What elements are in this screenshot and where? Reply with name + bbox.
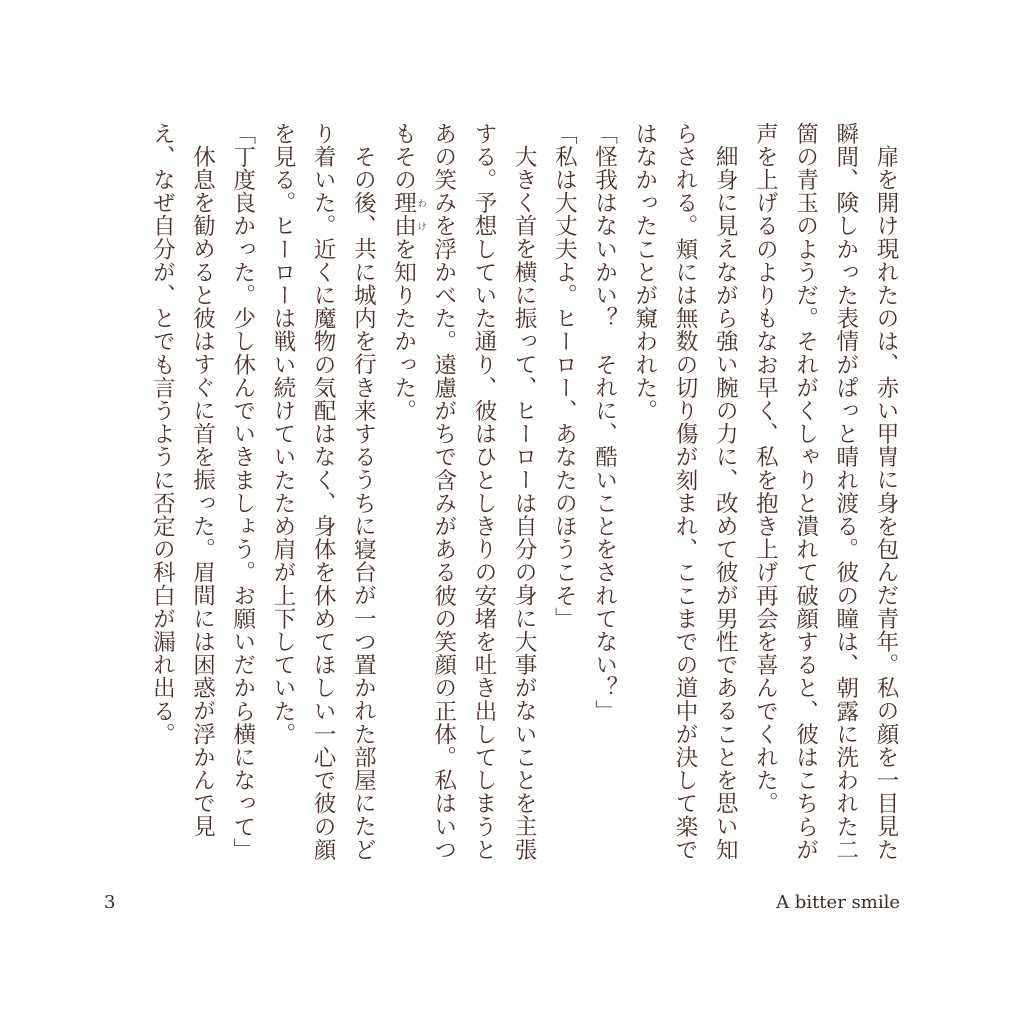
vertical-body-text [116,122,906,882]
running-title: A bitter smile [776,892,900,913]
dialogue-line: 「私は大丈夫よ。ヒーロー、あなたのほうこそ」 [551,122,578,631]
dialogue-line: 「丁度良かった。少し休んでいきましょう。お願いだから横になって」 [229,122,256,862]
paragraph-text-continued: を知りたかった。 [390,237,417,423]
ruby-base: 理由 [390,191,417,238]
paragraph-text: 大きく首を横に振って、ヒーローは自分の身に大事がないことを主張する。予想していた通り、彼はひとしきりの安堵を吐き出してしまうとあの笑みを浮かべた。遠慮がちで含みがある彼の笑顔の正体。私はいつもその [390,122,538,862]
paragraph: 細身に見えながら強い腕の力に、改めて彼が男性であることを思い知らされる。頬には無数の切り傷が刻まれ、ここまでの道中が決して楽ではなかったことが窺われた。 [631,122,739,862]
paragraph: 扉を開け現れたのは、赤い甲冑に身を包んだ青年。私の顔を一目見た瞬間、険しかった表情がぱっと晴れ渡る。彼の瞳は、朝露に洗われた二箇の青玉のようだ。それがくしゃりと潰れて破顔すると、彼はこちらが声を上げるのよりもなお早く、私を抱き上げ再会を喜んでくれた。 [752,122,899,862]
dialogue-line: 「怪我はないかい？ それに、酷いことをされてない？」 [591,122,618,723]
paragraph: その後、共に城内を行き来するうちに寝台が一つ置かれた部屋にたどり着いた。近くに魔物の気配はなく、身体を休めてほしい一心で彼の顔を見る。ヒーローは戦い続けていたため肩が上下していた。 [269,122,377,862]
paragraph: 休息を勧めると彼はすぐに首を振った。眉間には困惑が浮かんで見え、なぜ自分が、とでも言うように否定の科白が漏れ出る。 [149,122,216,838]
ruby-annotation [390,191,426,238]
paragraph [383,122,544,882]
ruby-reading: わけ [415,191,426,238]
page-number: 3 [104,892,116,913]
